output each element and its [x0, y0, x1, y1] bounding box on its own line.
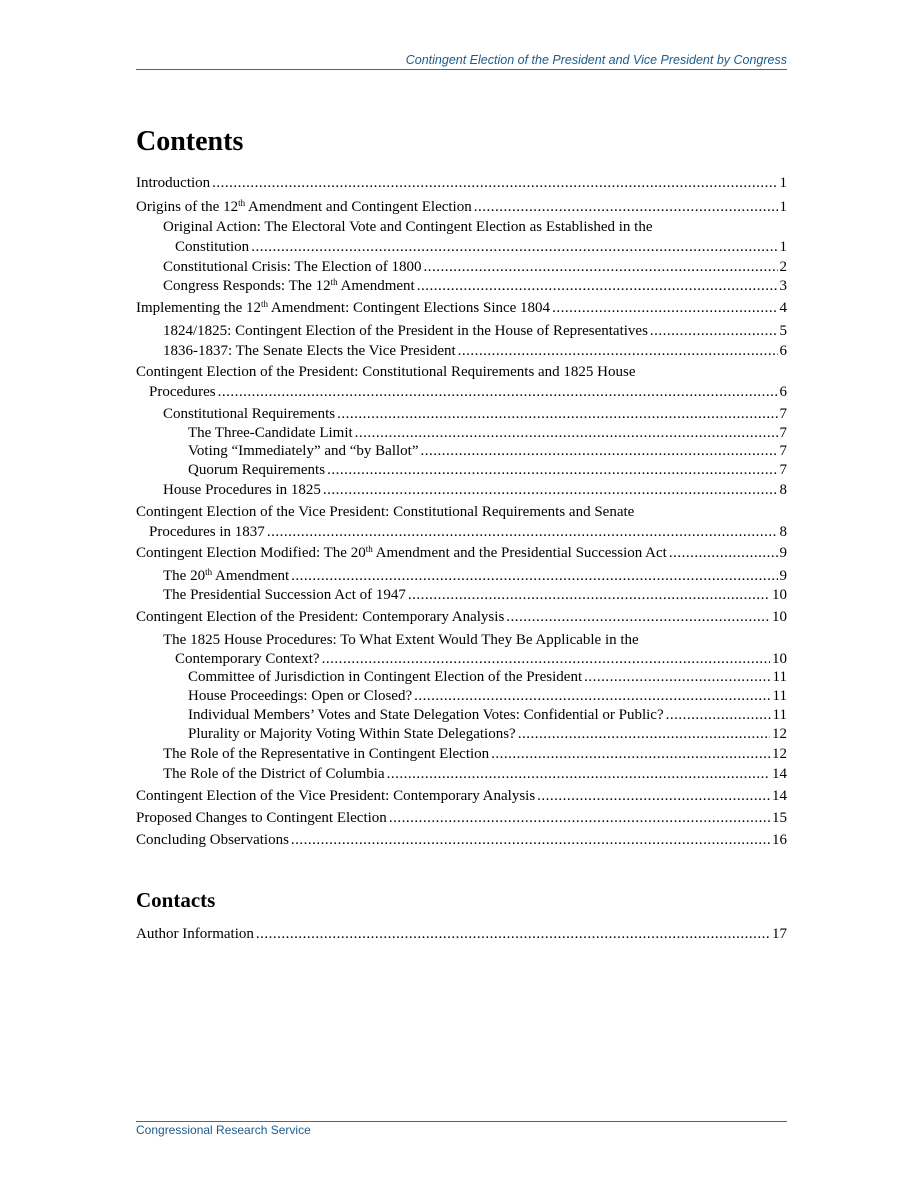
toc-entry-title: Plurality or Majority Voting Within State Delegations?	[188, 726, 516, 742]
toc-entry-title: The 20th Amendment	[163, 567, 290, 584]
toc-entry[interactable]	[136, 686, 787, 706]
header-rule	[136, 69, 787, 70]
contacts-title: Contacts	[136, 888, 216, 912]
toc-entry-title: Quorum Requirements	[188, 462, 326, 478]
toc-entry[interactable]	[136, 257, 787, 277]
dot-leader	[355, 423, 778, 443]
toc-entry[interactable]	[136, 298, 787, 318]
toc-entry-title: Contingent Election Modified: The 20th Amendment and the Presidential Succession Act	[136, 544, 667, 561]
dot-leader	[389, 808, 770, 828]
toc-entry-title: Concluding Observations	[136, 832, 289, 848]
toc-entry[interactable]	[136, 460, 787, 480]
dot-leader	[256, 924, 770, 944]
toc-page-number: 16	[772, 832, 787, 848]
footer-rule	[136, 1121, 787, 1122]
toc-page-number: 8	[779, 524, 787, 540]
toc-entry[interactable]	[136, 630, 787, 667]
dot-leader	[291, 566, 777, 586]
toc-page-number: 5	[779, 323, 787, 339]
dot-leader	[322, 649, 770, 669]
toc-entry[interactable]	[136, 321, 787, 341]
toc-page-number: 2	[779, 259, 787, 275]
dot-leader	[506, 607, 770, 627]
toc-entry[interactable]	[136, 404, 787, 424]
toc-entry[interactable]	[136, 423, 787, 443]
toc-entry[interactable]	[136, 808, 787, 828]
toc-entry-title: Implementing the 12th Amendment: Contingent Elections Since 1804	[136, 299, 551, 316]
toc-page-number: 9	[779, 568, 787, 584]
dot-leader	[518, 724, 770, 744]
toc-page-number: 6	[779, 384, 787, 400]
toc-entry-title: Origins of the 12th Amendment and Contingent Election	[136, 198, 472, 215]
toc-entry[interactable]	[136, 341, 787, 361]
toc-page-number: 7	[779, 425, 787, 441]
toc-page-number: 17	[772, 926, 787, 942]
dot-leader	[650, 321, 778, 341]
contents-title: Contents	[136, 126, 244, 157]
dot-leader	[421, 441, 778, 461]
toc-entry-title: Congress Responds: The 12th Amendment	[163, 277, 415, 294]
toc-page-number: 12	[772, 726, 787, 742]
dot-leader	[417, 276, 778, 296]
toc-entry[interactable]	[136, 667, 787, 687]
toc-entry-title-line1: The 1825 House Procedures: To What Extent Would They Be Applicable in the	[163, 632, 639, 648]
toc-entry-title: House Proceedings: Open or Closed?	[188, 688, 413, 704]
dot-leader	[218, 382, 778, 402]
toc-page-number: 10	[772, 609, 787, 625]
toc-entry-title: Contemporary Context?	[175, 651, 320, 667]
toc-entry[interactable]	[136, 786, 787, 806]
toc-page-number: 10	[772, 651, 787, 667]
toc-entry-title: The Three-Candidate Limit	[188, 425, 353, 441]
toc-entry-title-line1: Contingent Election of the Vice President: Constitutional Requirements and Senate	[136, 504, 635, 520]
toc-page-number: 12	[772, 746, 787, 762]
toc-page-number: 11	[772, 669, 787, 685]
toc-entry[interactable]	[136, 197, 787, 217]
toc-page-number: 1	[779, 239, 787, 255]
toc-entry-title: Constitution	[175, 239, 250, 255]
toc-entry[interactable]	[136, 502, 787, 540]
toc-entry-title: Procedures in 1837	[149, 524, 265, 540]
toc-entry[interactable]	[136, 924, 787, 944]
toc-entry[interactable]	[136, 480, 787, 500]
toc-entry-title: The Presidential Succession Act of 1947	[163, 587, 406, 603]
dot-leader	[414, 686, 770, 706]
toc-entry-title: 1824/1825: Contingent Election of the President in the House of Representatives	[163, 323, 648, 339]
dot-leader	[537, 786, 770, 806]
toc-entry-title: The Role of the Representative in Contingent Election	[163, 746, 490, 762]
dot-leader	[552, 298, 777, 318]
toc-page-number: 9	[779, 545, 787, 561]
toc-page-number: 6	[779, 343, 787, 359]
toc-page-number: 15	[772, 810, 787, 826]
toc-entry[interactable]	[136, 764, 787, 784]
toc-page-number: 4	[779, 300, 787, 316]
toc-page-number: 1	[779, 175, 787, 191]
toc-page-number: 1	[779, 199, 787, 215]
toc-entry-title-line1: Contingent Election of the President: Constitutional Requirements and 1825 House	[136, 364, 636, 380]
toc-entry-title: Contingent Election of the Vice President: Contemporary Analysis	[136, 788, 536, 804]
toc-entry[interactable]	[136, 607, 787, 627]
dot-leader	[669, 543, 778, 563]
toc-entry[interactable]	[136, 705, 787, 725]
toc-entry[interactable]	[136, 173, 787, 193]
footer-publisher: Congressional Research Service	[136, 1123, 311, 1137]
toc-page-number: 8	[779, 482, 787, 498]
toc-entry-title: Constitutional Requirements	[163, 406, 336, 422]
toc-entry-title: Individual Members’ Votes and State Delegation Votes: Confidential or Public?	[188, 707, 664, 723]
toc-entry-title: Voting “Immediately” and “by Ballot”	[188, 443, 419, 459]
toc-entry-title: Constitutional Crisis: The Election of 1800	[163, 259, 422, 275]
toc-entry[interactable]	[136, 585, 787, 605]
dot-leader	[327, 460, 777, 480]
dot-leader	[423, 257, 777, 277]
toc-page-number: 11	[772, 688, 787, 704]
dot-leader	[408, 585, 770, 605]
toc-entry-title: Committee of Jurisdiction in Contingent Election of the President	[188, 669, 583, 685]
toc-entry-title: House Procedures in 1825	[163, 482, 321, 498]
toc-page-number: 11	[772, 707, 787, 723]
dot-leader	[251, 237, 777, 257]
dot-leader	[584, 667, 770, 687]
toc-page-number: 10	[772, 587, 787, 603]
dot-leader	[491, 744, 770, 764]
toc-entry[interactable]	[136, 744, 787, 764]
dot-leader	[323, 480, 778, 500]
toc-entry-title: 1836-1837: The Senate Elects the Vice President	[163, 343, 456, 359]
dot-leader	[337, 404, 777, 424]
running-header: Contingent Election of the President and Vice President by Congress	[405, 53, 787, 67]
toc-entry-title: Proposed Changes to Contingent Election	[136, 810, 387, 826]
toc-entry[interactable]	[136, 566, 787, 586]
toc-page-number: 14	[772, 788, 787, 804]
toc-entry-title: Introduction	[136, 175, 211, 191]
toc-page-number: 7	[779, 462, 787, 478]
toc-entry-title: Author Information	[136, 926, 254, 942]
toc-entry[interactable]	[136, 217, 787, 255]
dot-leader	[212, 173, 777, 193]
dot-leader	[474, 197, 778, 217]
dot-leader	[458, 341, 778, 361]
dot-leader	[387, 764, 770, 784]
toc-entry-title: Procedures	[149, 384, 216, 400]
toc-entry[interactable]	[136, 830, 787, 850]
toc-page-number: 7	[779, 406, 787, 422]
toc-entry[interactable]	[136, 362, 787, 400]
toc-entry-title: The Role of the District of Columbia	[163, 766, 385, 782]
toc-page-number: 14	[772, 766, 787, 782]
toc-entry[interactable]	[136, 543, 787, 563]
toc-page-number: 3	[779, 278, 787, 294]
toc-entry-title-line1: Original Action: The Electoral Vote and Contingent Election as Established in the	[163, 219, 653, 235]
toc-entry[interactable]	[136, 724, 787, 744]
dot-leader	[291, 830, 770, 850]
toc-entry[interactable]	[136, 441, 787, 461]
toc-entry[interactable]	[136, 276, 787, 296]
dot-leader	[267, 522, 778, 542]
dot-leader	[666, 705, 771, 725]
toc-entry-title: Contingent Election of the President: Contemporary Analysis	[136, 609, 505, 625]
toc-page-number: 7	[779, 443, 787, 459]
